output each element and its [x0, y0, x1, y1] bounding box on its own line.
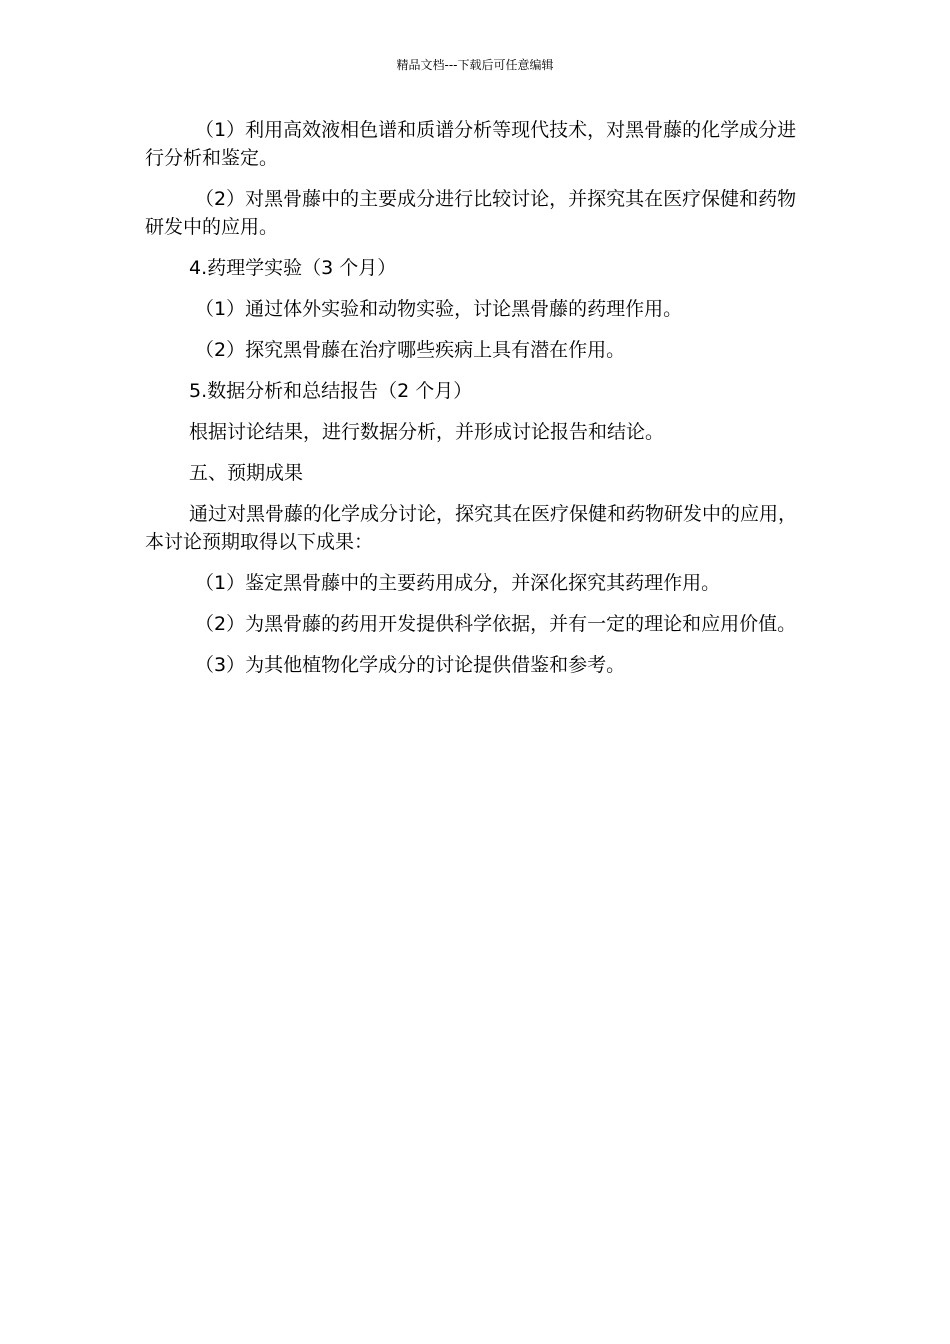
section-heading-expected-results: 五、预期成果: [189, 462, 304, 484]
paragraph-expected-intro: 通过对黑骨藤的化学成分讨论，探究其在医疗保健和药物研发中的应用，本讨论预期取得以下成果：: [145, 503, 798, 553]
section-heading-pharmacology: 4.药理学实验（3 个月）: [189, 257, 397, 279]
document-body: [145, 116, 807, 679]
paragraph-result-2: （2）为黑骨藤的药用开发提供科学依据，并有一定的理论和应用价值。: [195, 613, 797, 635]
page-header: 精品文档---下载后可任意编辑: [396, 58, 554, 72]
section-heading-data-analysis: 5.数据分析和总结报告（2 个月）: [189, 380, 473, 402]
paragraph-result-3: （3）为其他植物化学成分的讨论提供借鉴和参考。: [195, 654, 626, 676]
paragraph-data-analysis: 根据讨论结果，进行数据分析，并形成讨论报告和结论。: [189, 421, 665, 443]
paragraph-disease-exploration: （2）探究黑骨藤在治疗哪些疾病上具有潜在作用。: [195, 339, 626, 361]
paragraph-component-comparison: （2）对黑骨藤中的主要成分进行比较讨论，并探究其在医疗保健和药物研发中的应用。: [145, 188, 797, 238]
paragraph-pharmacology-experiment: （1）通过体外实验和动物实验，讨论黑骨藤的药理作用。: [195, 298, 683, 320]
paragraph-result-1: （1）鉴定黑骨藤中的主要药用成分，并深化探究其药理作用。: [195, 572, 721, 594]
paragraph-analysis-method: （1）利用高效液相色谱和质谱分析等现代技术，对黑骨藤的化学成分进行分析和鉴定。: [145, 119, 797, 169]
